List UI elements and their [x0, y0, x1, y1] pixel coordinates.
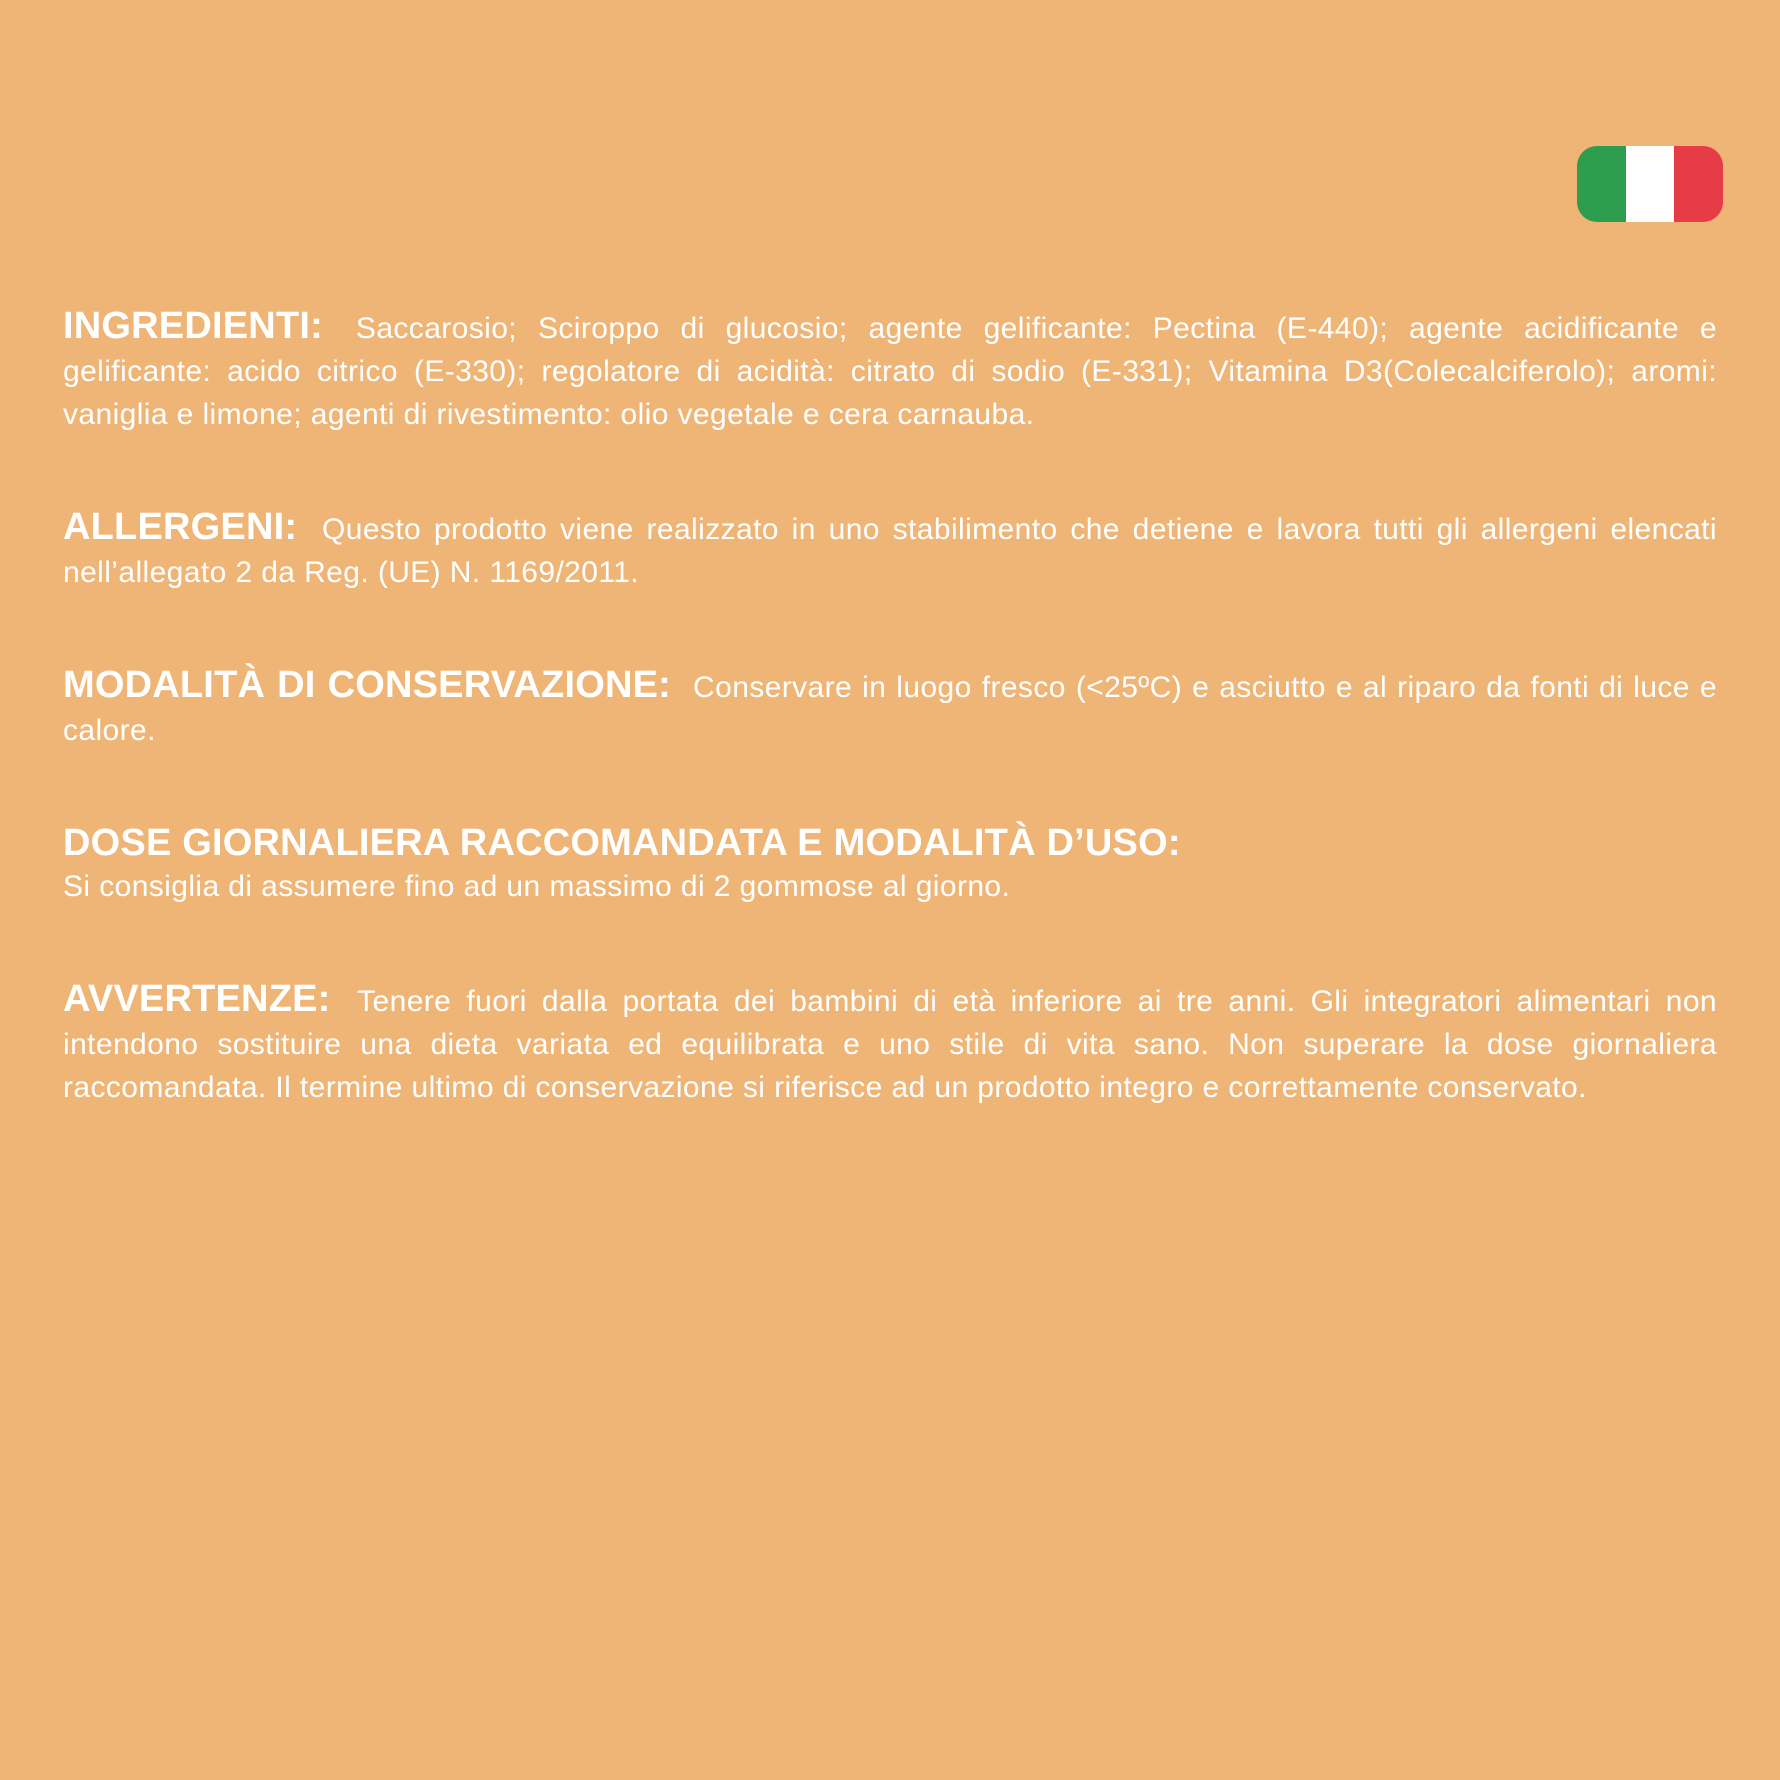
- label-content: [63, 305, 1717, 1109]
- allergeni-body: Questo prodotto viene realizzato in uno stabilimento che detiene e lavora tutti gli allergeni elencati nell’allegato 2 da Reg. (UE) N. 1169/2011.: [63, 513, 1717, 589]
- avvertenze-body: Tenere fuori dalla portata dei bambini di età inferiore ai tre anni. Gli integratori alimentari non intendono sostituire una dieta variata ed equilibrata e uno stile di vita sano. Non superare la dose giornaliera raccomandata. Il termine ultimo di conservazione si riferisce ad un prodotto integro e correttamente conservato.: [63, 985, 1718, 1104]
- section-allergeni: [63, 506, 1717, 594]
- conservazione-heading: MODALITÀ DI CONSERVAZIONE:: [63, 664, 672, 706]
- flag-stripe-green: [1577, 146, 1626, 222]
- italy-flag-icon: [1577, 146, 1723, 222]
- ingredienti-heading: INGREDIENTI:: [63, 305, 323, 347]
- dose-heading: DOSE GIORNALIERA RACCOMANDATA E MODALITÀ D’USO:: [63, 822, 1181, 864]
- flag-stripe-red: [1674, 146, 1723, 222]
- flag-stripe-white: [1626, 146, 1674, 222]
- avvertenze-heading: AVVERTENZE:: [63, 978, 331, 1020]
- allergeni-heading: ALLERGENI:: [63, 506, 298, 548]
- section-ingredienti: [63, 305, 1717, 436]
- italy-flag-svg: [1577, 146, 1723, 222]
- conservazione-body: Conservare in luogo fresco (<25ºC) e asciutto e al riparo da fonti di luce e calore.: [63, 671, 1717, 747]
- section-dose-giornaliera: [63, 822, 1717, 908]
- dose-body: Si consiglia di assumere fino ad un massimo di 2 gommose al giorno.: [63, 870, 1011, 903]
- section-avvertenze: [63, 978, 1717, 1109]
- ingredienti-body: Saccarosio; Sciroppo di glucosio; agente gelificante: Pectina (E-440); agente acidificante e gelificante: acido citrico (E-330); regolatore di acidità: citrato di sodio (E-331); Vitamina D3(Colecalciferolo); aromi: vaniglia e limone; agenti di rivestimento: olio vegetale e cera carnauba.: [63, 312, 1717, 431]
- section-conservazione: [63, 664, 1717, 752]
